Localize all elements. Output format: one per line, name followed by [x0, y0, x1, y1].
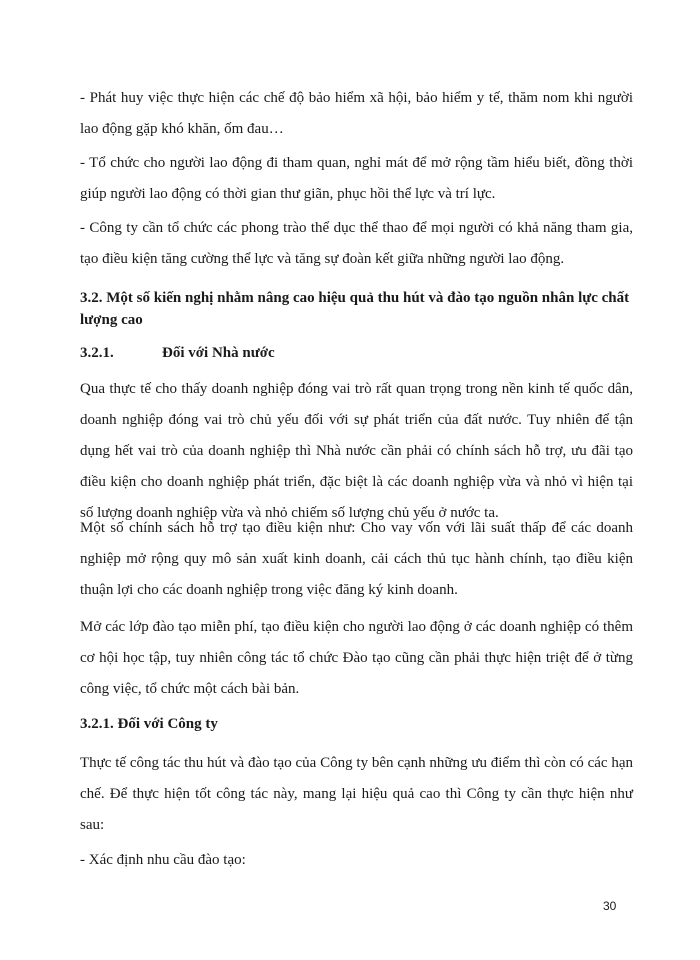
- section-heading-3-2: 3.2. Một số kiến nghị nhằm nâng cao hiệu quả thu hút và đào tạo nguồn nhân lực chất lượng cao: [80, 290, 630, 328]
- subsection-title: Đối với Nhà nước: [162, 345, 275, 361]
- subsection-heading-state: [80, 342, 633, 364]
- paragraph-free-training: Mở các lớp đào tạo miễn phí, tạo điều kiện cho người lao động ở các doanh nghiệp có thêm cơ hội học tập, tuy nhiên công tác tổ chức Đào tạo cũng cần phải thực hiện triệt để ở từng công việc, tổ chức một cách bài bản.: [80, 619, 633, 697]
- subsection-heading-company: 3.2.1. Đối với Công ty: [80, 716, 218, 732]
- paragraph-social-insurance: - Phát huy việc thực hiện các chế độ bảo hiểm xã hội, bảo hiểm y tế, thăm nom khi người lao động gặp khó khăn, ốm đau…: [80, 90, 633, 137]
- page-number: 30: [603, 899, 617, 913]
- subsection-number: 3.2.1.: [80, 345, 114, 361]
- paragraph-enterprise-role: Qua thực tế cho thấy doanh nghiệp đóng vai trò rất quan trọng trong nền kinh tế quốc dân, doanh nghiệp đóng vai trò chủ yếu đối với sự phát triển của đất nước. Tuy nhiên để tận dụng hết vai trò của doanh nghiệp thì Nhà nước cần phải có chính sách hỗ trợ, ưu đãi tạo điều kiện cho doanh nghiệp phát triển, đặc biệt là các doanh nghiệp vừa và nhỏ vì hiện tại số lượng doanh nghiệp vừa và nhỏ chiếm số lượng chủ yếu ở nước ta.: [80, 381, 633, 521]
- paragraph-support-policies: Một số chính sách hỗ trợ tạo điều kiện như: Cho vay vốn với lãi suất thấp để các doanh nghiệp mở rộng quy mô sản xuất kinh doanh, cải cách thủ tục hành chính, tạo điều kiện thuận lợi cho các doanh nghiệp trong việc đăng ký kinh doanh.: [80, 520, 633, 598]
- paragraph-training-needs: - Xác định nhu cầu đào tạo:: [80, 852, 246, 868]
- paragraph-sightseeing: - Tổ chức cho người lao động đi tham quan, nghỉ mát để mở rộng tầm hiểu biết, đồng thời giúp người lao động có thời gian thư giãn, phục hồi thể lực và trí lực.: [80, 155, 633, 202]
- paragraph-company-practice: Thực tế công tác thu hút và đào tạo của Công ty bên cạnh những ưu điểm thì còn có các hạn chế. Để thực hiện tốt công tác này, mang lại hiệu quả cao thì Công ty cần thực hiện như sau:: [80, 755, 633, 833]
- paragraph-sports: - Công ty cần tổ chức các phong trào thể dục thể thao để mọi người có khả năng tham gia, tạo điều kiện tăng cường thể lực và tăng sự đoàn kết giữa những người lao động.: [80, 220, 633, 267]
